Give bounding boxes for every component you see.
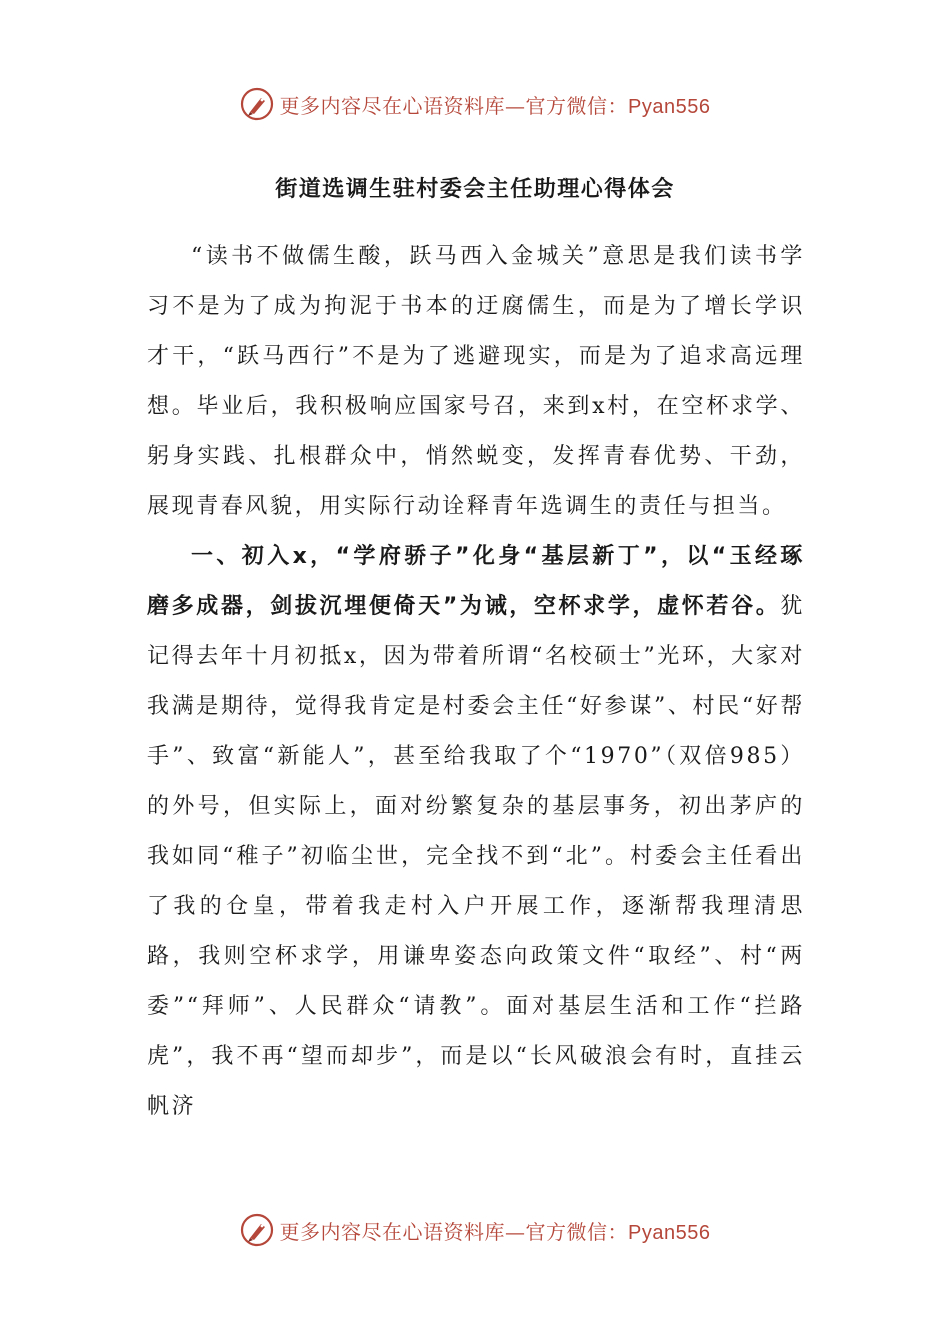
header-banner: [0, 84, 950, 124]
section-1-body: 犹记得去年十月初抵x，因为带着所谓“名校硕士”光环，大家对我满是期待，觉得我肯定是村委会主任“好参谋”、村民“好帮手”、致富“新能人”，甚至给我取了个“1970”（双倍985）的外号，但实际上，面对纷繁复杂的基层事务，初出茅庐的我如同“稚子”初临尘世，完全找不到“北”。村委会主任看出了我的仓皇，带着我走村入户开展工作，逐渐帮我理清思路，我则空杯求学，用谦卑姿态向政策文件“取经”、村“两委”“拜师”、人民群众“请教”。面对基层生活和工作“拦路虎”，我不再“望而却步”，而是以“长风破浪会有时，直挂云帆济: [147, 594, 805, 1119]
pen-nib-circle-icon: [240, 1213, 274, 1247]
banner-text: 更多内容尽在心语资料库—官方微信：Pyan556: [279, 1219, 711, 1244]
section-1-heading: 一、初入x，“学府骄子”化身“基层新丁”，以“玉经琢磨多成器，剑拔沉埋便倚天”为诫，空杯求学，虚怀若谷。: [147, 544, 805, 619]
document-body: [147, 232, 805, 1132]
pen-nib-circle-icon: [240, 87, 274, 121]
banner-text: 更多内容尽在心语资料库—官方微信：Pyan556: [279, 93, 711, 118]
paragraph-intro: “读书不做儒生酸，跃马西入金城关”意思是我们读书学习不是为了成为拘泥于书本的迂腐儒生，而是为了增长学识才干，“跃马西行”不是为了逃避现实，而是为了追求高远理想。毕业后，我积极响应国家号召，来到x村，在空杯求学、躬身实践、扎根群众中，悄然蜕变，发挥青春优势、干劲，展现青春风貌，用实际行动诠释青年选调生的责任与担当。: [147, 244, 805, 519]
footer-banner: [0, 1210, 950, 1250]
paragraph-section-1: [147, 532, 805, 1132]
document-title: 街道选调生驻村委会主任助理心得体会: [275, 177, 675, 202]
